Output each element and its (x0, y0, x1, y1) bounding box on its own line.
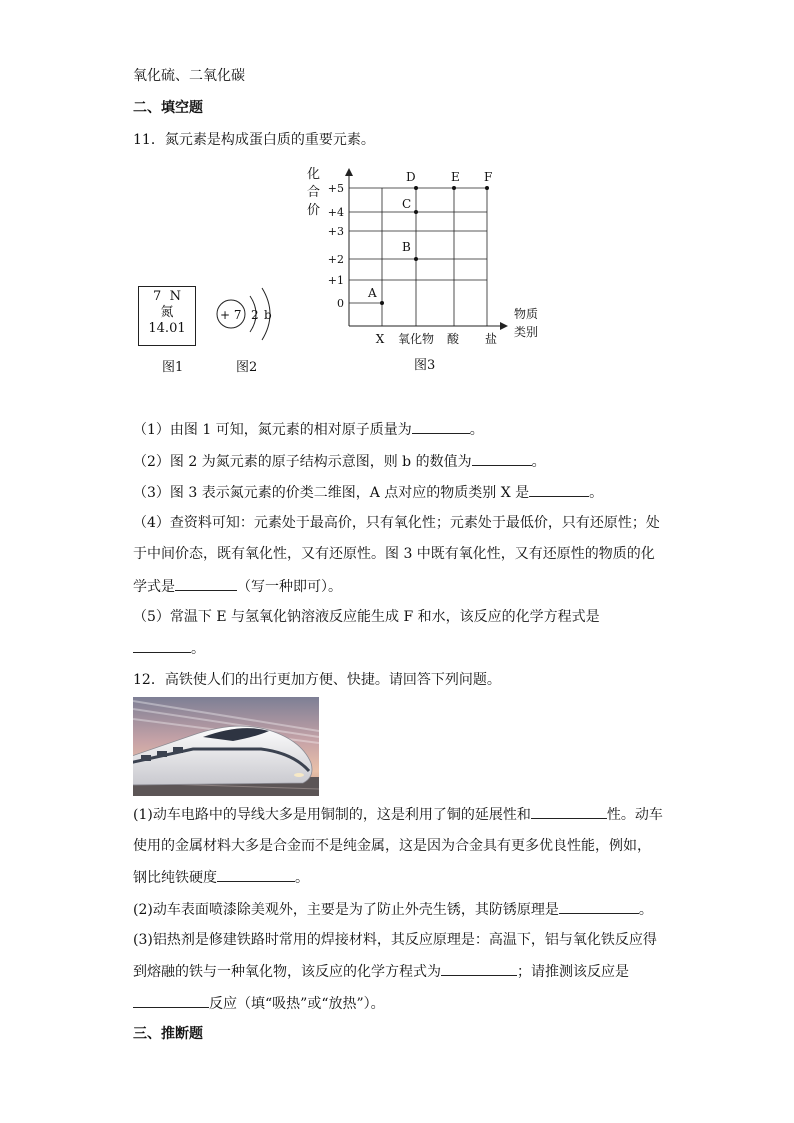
data-point-label-e: E (451, 170, 460, 184)
q12-part-3-line-2 (133, 961, 629, 982)
answer-blank[interactable] (472, 451, 532, 466)
q11-part-2-text: （2）图 2 为氮元素的原子结构示意图，则 b 的数值为 (133, 454, 472, 470)
figure-1-element-card (138, 286, 196, 346)
q12-part-2 (133, 899, 653, 920)
section-title-inference: 三、推断题 (133, 1026, 203, 1042)
shell-2-electrons: b (264, 308, 272, 322)
x-axis-arrow (500, 322, 508, 330)
shell-1-electrons: 2 (251, 308, 259, 322)
q12-part-2-text: (2)动车表面喷漆除美观外，主要是为了防止外壳生锈，其防锈原理是 (133, 902, 559, 918)
y-axis-label-char: 化 (307, 167, 321, 182)
answer-blank[interactable] (559, 899, 639, 914)
x-category-label: 酸 (446, 332, 460, 346)
q12-part-1-text: (1)动车电路中的导线大多是用铜制的，这是利用了铜的延展性和 (133, 807, 531, 823)
figure-2-caption: 图2 (236, 360, 258, 375)
q11-part-3 (133, 482, 603, 503)
data-point-b (414, 257, 418, 261)
top-line-text: 氧化硫、二氧化碳 (133, 68, 245, 84)
q11-part-5-end: 。 (191, 641, 205, 657)
atomic-mass: 14.01 (148, 321, 186, 336)
q12-part-3-text: 到熔融的铁与一种氧化物，该反应的化学方程式为 (133, 964, 441, 980)
x-axis-label: 物质 (514, 307, 539, 321)
answer-blank[interactable] (412, 419, 470, 434)
q12-part-1-text-end: 性。动车 (606, 807, 663, 823)
figure-3-caption: 图3 (414, 358, 436, 373)
answer-blank[interactable] (133, 638, 191, 653)
figure-1-caption: 图1 (162, 360, 184, 375)
q11-part-3-end: 。 (589, 485, 604, 501)
atomic-number: 7 (153, 289, 162, 304)
q11-part-4-line-1: （4）查资料可知：元素处于最高价，只有氧化性；元素处于最低价，只有还原性；处 (133, 515, 660, 531)
q12-part-3-line-3-text: 反应（填“吸热”或“放热”）。 (209, 996, 385, 1012)
answer-blank[interactable] (441, 961, 517, 976)
x-axis-label: 类别 (514, 325, 539, 339)
answer-blank[interactable] (217, 867, 295, 882)
q12-part-1-line-3 (133, 867, 309, 888)
q12-part-1-line-3-text: 钢比纯铁硬度 (133, 870, 217, 886)
data-point-d (414, 186, 418, 190)
high-speed-train-photo (133, 697, 319, 796)
y-tick-label: +4 (327, 206, 344, 219)
q12-part-1-line-1 (133, 804, 663, 825)
q11-part-2 (133, 451, 546, 472)
y-tick-label: +1 (327, 274, 344, 287)
q11-part-5-line-1: （5）常温下 E 与氢氧化钠溶液反应能生成 F 和水，该反应的化学方程式是 (133, 609, 600, 625)
q11-part-4-line-2: 于中间价态，既有氧化性，又有还原性。图 3 中既有氧化性，又有还原性的物质的化 (133, 546, 655, 562)
q11-part-5-line-2 (133, 638, 205, 659)
q11-part-1-text: （1）由图 1 可知，氮元素的相对原子质量为 (133, 422, 412, 438)
element-name: 氮 (160, 305, 174, 320)
q11-part-4-text: 学式是 (133, 579, 175, 595)
x-category-label: 盐 (484, 332, 498, 346)
question-11-stem: 11．氮元素是构成蛋白质的重要元素。 (133, 132, 375, 148)
q11-part-3-text: （3）图 3 表示氮元素的价类二维图，A 点对应的物质类别 X 是 (133, 485, 530, 501)
question-12-stem: 12．高铁使人们的出行更加方便、快捷。请回答下列问题。 (133, 672, 501, 688)
q12-part-1-line-3-end: 。 (295, 870, 309, 886)
y-tick-label: 0 (337, 297, 344, 310)
nucleus-charge: + 7 (220, 308, 242, 322)
q12-part-2-end: 。 (638, 902, 653, 918)
q12-part-3-line-3 (133, 993, 385, 1014)
q11-part-4-line-3 (133, 576, 342, 597)
figure-3-valence-chart (300, 160, 550, 350)
element-symbol: N (169, 289, 181, 304)
q12-part-3-text-mid: ；请推测该反应是 (517, 964, 629, 980)
data-point-label-a: A (368, 286, 377, 300)
y-tick-label: +5 (327, 182, 344, 195)
section-title-fill-in: 二、填空题 (133, 100, 203, 116)
data-point-label-d: D (406, 170, 416, 184)
data-point-label-f: F (484, 170, 493, 184)
data-point-e (452, 186, 456, 190)
data-point-label-b: B (402, 240, 411, 254)
data-point-c (414, 210, 418, 214)
q11-part-1-end: 。 (469, 422, 484, 438)
figure-2-atom-structure (212, 284, 278, 346)
data-point-f (485, 186, 489, 190)
y-axis-arrow (345, 168, 353, 176)
x-category-label: X (375, 332, 385, 346)
q12-part-1-line-2: 使用的金属材料大多是合金而不是纯金属，这是因为合金具有更多优良性能，例如， (133, 838, 651, 854)
data-point-label-c: C (402, 197, 412, 211)
q11-part-1 (133, 419, 484, 440)
y-tick-label: +2 (327, 253, 344, 266)
q12-part-3-line-1: (3)铝热剂是修建铁路时常用的焊接材料，其反应原理是：高温下，铝与氧化铁反应得 (133, 932, 657, 948)
y-tick-label: +3 (327, 225, 344, 238)
answer-blank[interactable] (529, 482, 589, 497)
y-axis-label-char: 价 (307, 203, 321, 218)
data-point-a (380, 301, 384, 305)
y-axis-label-char: 合 (307, 185, 321, 200)
answer-blank[interactable] (133, 993, 209, 1008)
answer-blank[interactable] (531, 804, 607, 819)
answer-blank[interactable] (175, 576, 237, 591)
q11-part-4-end: （写一种即可）。 (237, 579, 342, 595)
x-category-label: 氧化物 (397, 332, 435, 346)
q11-part-2-end: 。 (531, 454, 546, 470)
